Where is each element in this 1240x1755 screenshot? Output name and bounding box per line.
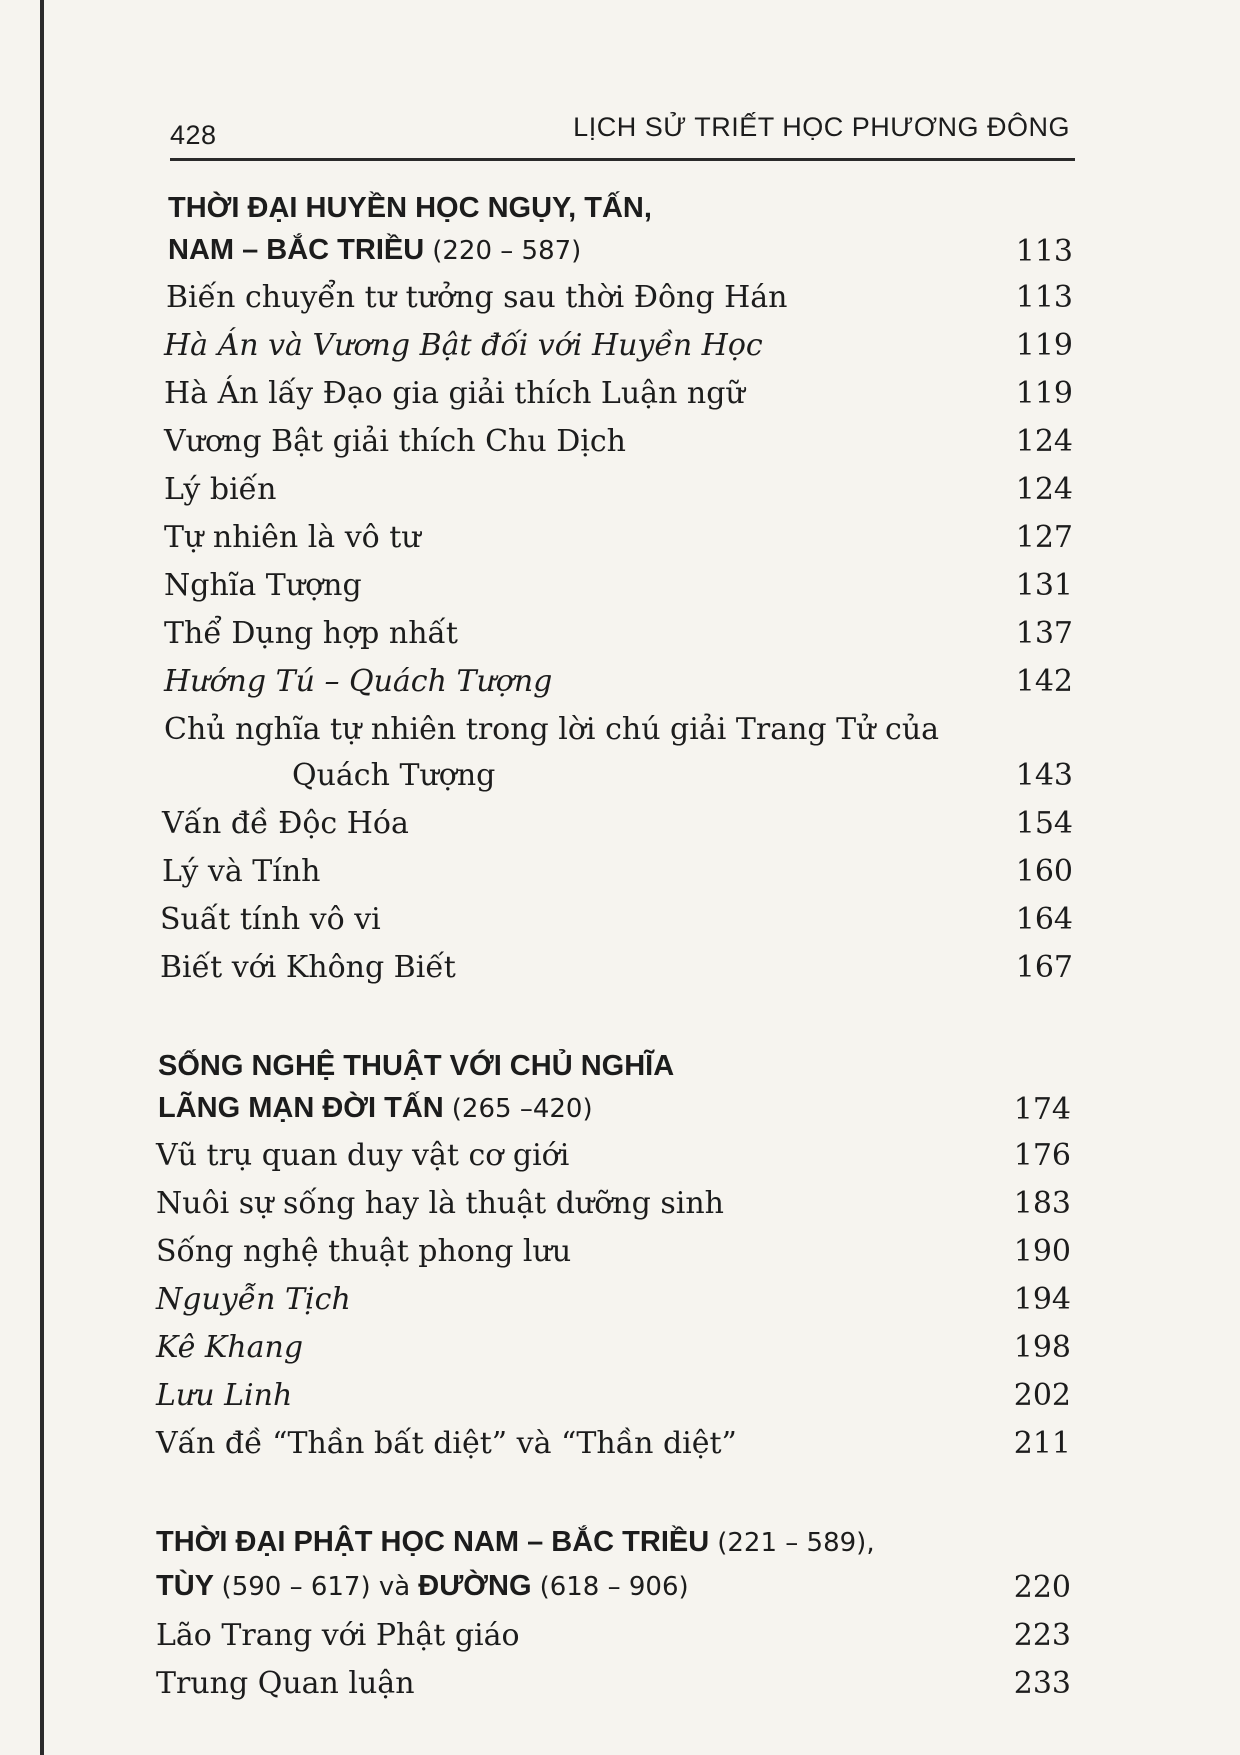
page-binding-edge <box>40 0 44 1755</box>
toc-entry-page: 137 <box>1015 616 1073 651</box>
toc-entry[interactable] <box>156 1138 1071 1182</box>
section-heading-line1: THỜI ĐẠI HUYỀN HỌC NGỤY, TẤN, <box>168 192 652 224</box>
toc-entry[interactable] <box>164 472 1073 516</box>
toc-entry-page: 233 <box>1013 1666 1071 1701</box>
section-page: 174 <box>1013 1092 1071 1127</box>
toc-entry-title: Trung Quan luận <box>156 1666 415 1701</box>
toc-entry[interactable] <box>156 1666 1071 1710</box>
toc-entry-page: 167 <box>1015 950 1073 985</box>
toc-entry[interactable] <box>160 950 1073 994</box>
toc-entry-page: 198 <box>1013 1330 1071 1365</box>
running-title: LỊCH SỬ TRIẾT HỌC PHƯƠNG ĐÔNG <box>573 112 1070 142</box>
toc-entry-page: 113 <box>1015 280 1073 315</box>
toc-entry-title: Biến chuyển tư tưởng sau thời Đông Hán <box>166 280 788 315</box>
section-heading <box>168 234 1073 278</box>
toc-entry-title: Nuôi sự sống hay là thuật dưỡng sinh <box>156 1186 724 1221</box>
toc-entry-page: 183 <box>1013 1186 1071 1221</box>
toc-entry-title: Biết với Không Biết <box>160 950 456 985</box>
toc-entry-page: 124 <box>1015 424 1073 459</box>
toc-entry[interactable] <box>156 1234 1071 1278</box>
section-years: (618 – 906) <box>539 1572 689 1602</box>
toc-entry-page: 190 <box>1013 1234 1071 1269</box>
toc-entry-page: 164 <box>1015 902 1073 937</box>
toc-entry-page: 131 <box>1015 568 1073 603</box>
toc-entry-page: 154 <box>1015 806 1073 841</box>
toc-entry[interactable] <box>164 616 1073 660</box>
section-page: 220 <box>1013 1570 1071 1605</box>
toc-entry-title: Tự nhiên là vô tư <box>164 520 421 555</box>
toc-entry-title: Lưu Linh <box>156 1378 293 1413</box>
toc-entry[interactable] <box>156 1426 1071 1470</box>
toc-entry[interactable] <box>156 1618 1071 1662</box>
toc-entry[interactable] <box>156 1186 1071 1230</box>
toc-entry-title-continued: Quách Tượng <box>292 758 496 793</box>
toc-entry[interactable] <box>164 376 1073 420</box>
section-years: (265 –420) <box>451 1094 593 1124</box>
toc-entry-title: Vương Bật giải thích Chu Dịch <box>164 424 626 459</box>
toc-entry-page: 143 <box>1015 758 1073 793</box>
toc-entry-page: 142 <box>1015 664 1073 699</box>
section-heading-line1: THỜI ĐẠI PHẬT HỌC NAM – BẮC TRIỀU <box>156 1526 710 1558</box>
toc-entry-title: Vũ trụ quan duy vật cơ giới <box>156 1138 570 1173</box>
section-heading-line2: TÙY <box>156 1570 214 1602</box>
toc-entry-page: 176 <box>1013 1138 1071 1173</box>
toc-entry[interactable] <box>164 712 1073 804</box>
section-years: (220 – 587) <box>432 236 582 266</box>
toc-entry-page: 119 <box>1015 328 1073 363</box>
section-heading-line1: SỐNG NGHỆ THUẬT VỚI CHỦ NGHĨA <box>158 1050 675 1082</box>
toc-entry[interactable] <box>164 520 1073 564</box>
section-years: (590 – 617) và <box>221 1572 411 1602</box>
section-heading <box>156 1570 1071 1614</box>
section-page: 113 <box>1015 234 1073 269</box>
toc-entry[interactable] <box>164 664 1073 708</box>
toc-entry-title: Hướng Tú – Quách Tượng <box>164 664 553 699</box>
toc-entry[interactable] <box>164 424 1073 468</box>
toc-entry-title: Lão Trang với Phật giáo <box>156 1618 520 1653</box>
section-heading <box>158 1092 1071 1136</box>
toc-entry-title: Vấn đề “Thần bất diệt” và “Thần diệt” <box>156 1426 737 1461</box>
toc-entry[interactable] <box>164 328 1073 372</box>
toc-entry-page: 160 <box>1015 854 1073 889</box>
section-years: (221 – 589), <box>717 1528 875 1558</box>
toc-entry-title: Lý và Tính <box>162 854 321 889</box>
toc-entry-page: 124 <box>1015 472 1073 507</box>
section-heading-line2b: ĐƯỜNG <box>418 1570 532 1602</box>
toc-entry-title: Nghĩa Tượng <box>164 568 362 603</box>
toc-entry[interactable] <box>156 1330 1071 1374</box>
toc-entry[interactable] <box>162 854 1073 898</box>
toc-entry-page: 194 <box>1013 1282 1071 1317</box>
toc-entry[interactable] <box>156 1378 1071 1422</box>
toc-entry-title: Hà Án lấy Đạo gia giải thích Luận ngữ <box>164 376 745 411</box>
toc-entry-title: Thể Dụng hợp nhất <box>164 616 458 651</box>
toc-entry[interactable] <box>156 1282 1071 1326</box>
toc-entry-title: Sống nghệ thuật phong lưu <box>156 1234 572 1269</box>
toc-entry-title: Vấn đề Độc Hóa <box>162 806 409 841</box>
toc-entry-page: 211 <box>1013 1426 1071 1461</box>
toc-entry-title: Hà Án và Vương Bật đối với Huyền Học <box>164 328 763 363</box>
page-number: 428 <box>170 120 217 150</box>
page-header <box>170 112 1070 156</box>
toc-entry-page: 223 <box>1013 1618 1071 1653</box>
toc-entry-title: Suất tính vô vi <box>160 902 381 937</box>
toc-entry[interactable] <box>162 806 1073 850</box>
toc-entry-page: 127 <box>1015 520 1073 555</box>
header-rule <box>170 158 1075 161</box>
toc-entry-title: Lý biến <box>164 472 277 507</box>
toc-entry-title: Kê Khang <box>156 1330 304 1365</box>
section-heading-line2: NAM – BẮC TRIỀU <box>168 234 425 266</box>
toc-entry-title: Chủ nghĩa tự nhiên trong lời chú giải Trang Tử của <box>164 712 940 747</box>
toc-entry-page: 119 <box>1015 376 1073 411</box>
toc-entry[interactable] <box>166 280 1073 324</box>
toc-entry-page: 202 <box>1013 1378 1071 1413</box>
toc-entry[interactable] <box>164 568 1073 612</box>
toc-entry[interactable] <box>160 902 1073 946</box>
toc-entry-title: Nguyễn Tịch <box>156 1282 351 1317</box>
section-heading-line2: LÃNG MẠN ĐỜI TẤN <box>158 1092 444 1124</box>
